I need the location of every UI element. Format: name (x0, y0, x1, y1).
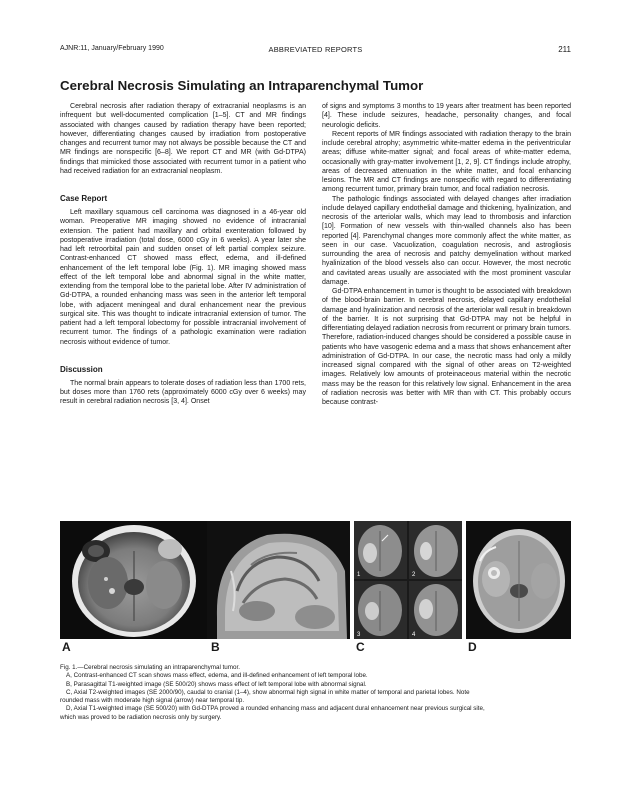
page-number: 211 (558, 45, 571, 54)
case-report-heading: Case Report (60, 194, 108, 203)
panel-label-d: D (468, 640, 477, 654)
caption-d-line-1: D, Axial T1-weighted image (SE 500/20) with Gd-DTPA proved a rounded enhancing mass and adjacent dural enhancement near previous surgical site, (66, 705, 485, 713)
running-head (60, 45, 571, 57)
right-column (322, 102, 571, 407)
case-report-paragraph: Left maxillary squamous cell carcinoma was diagnosed in a 46-year old woman. Preoperative MR imaging showed no evidence of intracranial extension. The patient had maxillary and orbital exenteration followed by postoperative irradiation (total dose, 6000 cGy in 6 weeks). A year later she had left retroorbital pain and sudden onset of left partial complex seizure. Contrast-enhanced CT showed mass effect, edema, and ill-defined enhancement of the left temporal lobe (Fig. 1). MR imaging showed mass effect of the left temporal lobe and abnormal signal in the white matter, extending from the temporal lobe to the parietal lobe. After IV administration of Gd-DTPA, a rounded enhancing mass was seen in the anterior left temporal lobe, with adjacent meningeal and dural enhancement near the previous surgical site. This was thought to indicate intracranial extension of tumor. The patient had a left temporal lobectomy for possible intracranial involvement of recurrent tumor. The findings of a pathologic examination were radiation necrosis without evidence of tumor. (60, 209, 306, 346)
caption-a: A, Contrast-enhanced CT scan shows mass effect, edema, and ill-defined enhancement of left temporal lobe. (66, 672, 368, 680)
figure-caption (60, 664, 571, 722)
caption-c-line-2: rounded mass with moderate high signal (arrow) near temporal tip. (60, 697, 245, 705)
panel-label-b: B (211, 640, 220, 654)
figure-panel-c-t2-series (354, 521, 462, 639)
intro-paragraph: Cerebral necrosis after radiation therapy of extracranial neoplasms is an infrequent but well-documented complication [1–5]. CT and MR findings associated with changes caused by radiation therapy have been reported; however, differentiating changes caused by irradiation from postoperative changes and recurrent tumor may not always be possible because the CT and MR findings are nonspecific [6–8]. We report CT and MR (with Gd-DTPA) findings that mimicked those associated with recurrent tumor in a patient who had received radiation for an extracranial neoplasm. (60, 103, 306, 175)
panel-label-c: C (356, 640, 365, 654)
discussion-heading: Discussion (60, 364, 103, 374)
figure-panel-d-t1-gd (466, 521, 571, 639)
article-title: Cerebral Necrosis Simulating an Intraparenchymal Tumor (60, 78, 424, 93)
panel-c-inset-4: 4 (412, 632, 416, 638)
caption-d-line-2: which was proved to be radiation necrosis only by surgery. (60, 713, 222, 721)
section-name: ABBREVIATED REPORTS (268, 45, 363, 54)
discussion-paragraph: The normal brain appears to tolerate doses of radiation less than 1700 rets, but doses more than 1760 rets (approximately 6000 cGy over 6 weeks) may result in cerebral radiation necrosis [3, 4]. Onset (60, 379, 306, 406)
right-paragraph-1: of signs and symptoms 3 months to 19 years after treatment has been reported [4]. These include seizures, headache, personality changes, and focal neurologic deficits. (322, 103, 571, 129)
panel-c-inset-1: 1 (357, 572, 361, 578)
panel-c-inset-3: 3 (357, 632, 361, 638)
right-paragraph-2: Recent reports of MR findings associated with radiation therapy to the brain include cerebral atrophy; asymmetric white-matter edema in the periventricular areas; diffuse white-matter signal; and focal areas of white-matter edema, occasionally with gray-matter involvement [1, 2, 9]. CT findings include atrophy, areas of decreased attenuation in the white matter, and focal enhancing lesions. The MR and CT findings are nonspecific with regard to differentiating among recurrent tumor, primary brain tumor, and focal radiation necrosis. (322, 130, 571, 194)
panel-c-inset-2: 2 (412, 572, 416, 578)
figure-panel-a-ct-scan (60, 521, 207, 639)
caption-title: Fig. 1.—Cerebral necrosis simulating an intraparenchymal tumor. (60, 664, 240, 671)
figure-panel-b-sagittal-mr (207, 521, 350, 639)
journal-citation: AJNR:11, January/February 1990 (60, 45, 164, 52)
right-paragraph-4: Gd-DTPA enhancement in tumor is thought to be associated with breakdown of the blood-brain barrier. In cerebral necrosis, delayed capillary endothelial damage and hyalinization and necrosis of the arteriolar wall result in breakdown of the barrier. It is not surprising that Gd-DTPA may not be helpful in differentiating delayed radiation necrosis from recurrent or primary brain tumors. Therefore, radiation-induced changes should be considered a possible cause in patients who have vasogenic edema and a mass that shows enhancement after administration of Gd-DTPA. In our case, the necrotic mass had only a mildly increased signal compared with the signal of other areas on T2-weighted images. Relatively low amounts of proteinaceous material within the necrotic mass may be the reason for this relatively low signal. Enhancement in the area of radiation necrosis was better with MR than with CT. This probably occurs because contrast- (322, 288, 571, 406)
figure-1 (60, 521, 571, 639)
panel-label-a: A (62, 640, 71, 654)
caption-c-line-1: C, Axial T2-weighted images (SE 2000/90), caudal to cranial (1–4), show abnormal high signal in white matter of temporal and parietal lobes. Note (66, 688, 470, 696)
caption-b: B, Parasagittal T1-weighted image (SE 500/20) shows mass effect of left temporal lobe with abnormal signal. (66, 680, 367, 688)
left-column (60, 102, 306, 407)
right-paragraph-3: The pathologic findings associated with delayed changes after irradiation include delayed capillary endothelial damage and thickening, hyalinization, and necrosis of the arteriolar walls, which may lead to thrombosis and infarction [10]. Formation of new vessels with thin-walled channels also has been reported [4]. Parenchymal changes more commonly affect the white matter, as seen in our case. Vacuolization, coagulation necrosis, and astrogliosis surrounding the area of necrosis and patchy demyelination without marked hyalinization of the blood vessels also can occur. However, the most necrotic and cavitated areas usually are associated with the most prominent vascular damage. (322, 195, 571, 286)
